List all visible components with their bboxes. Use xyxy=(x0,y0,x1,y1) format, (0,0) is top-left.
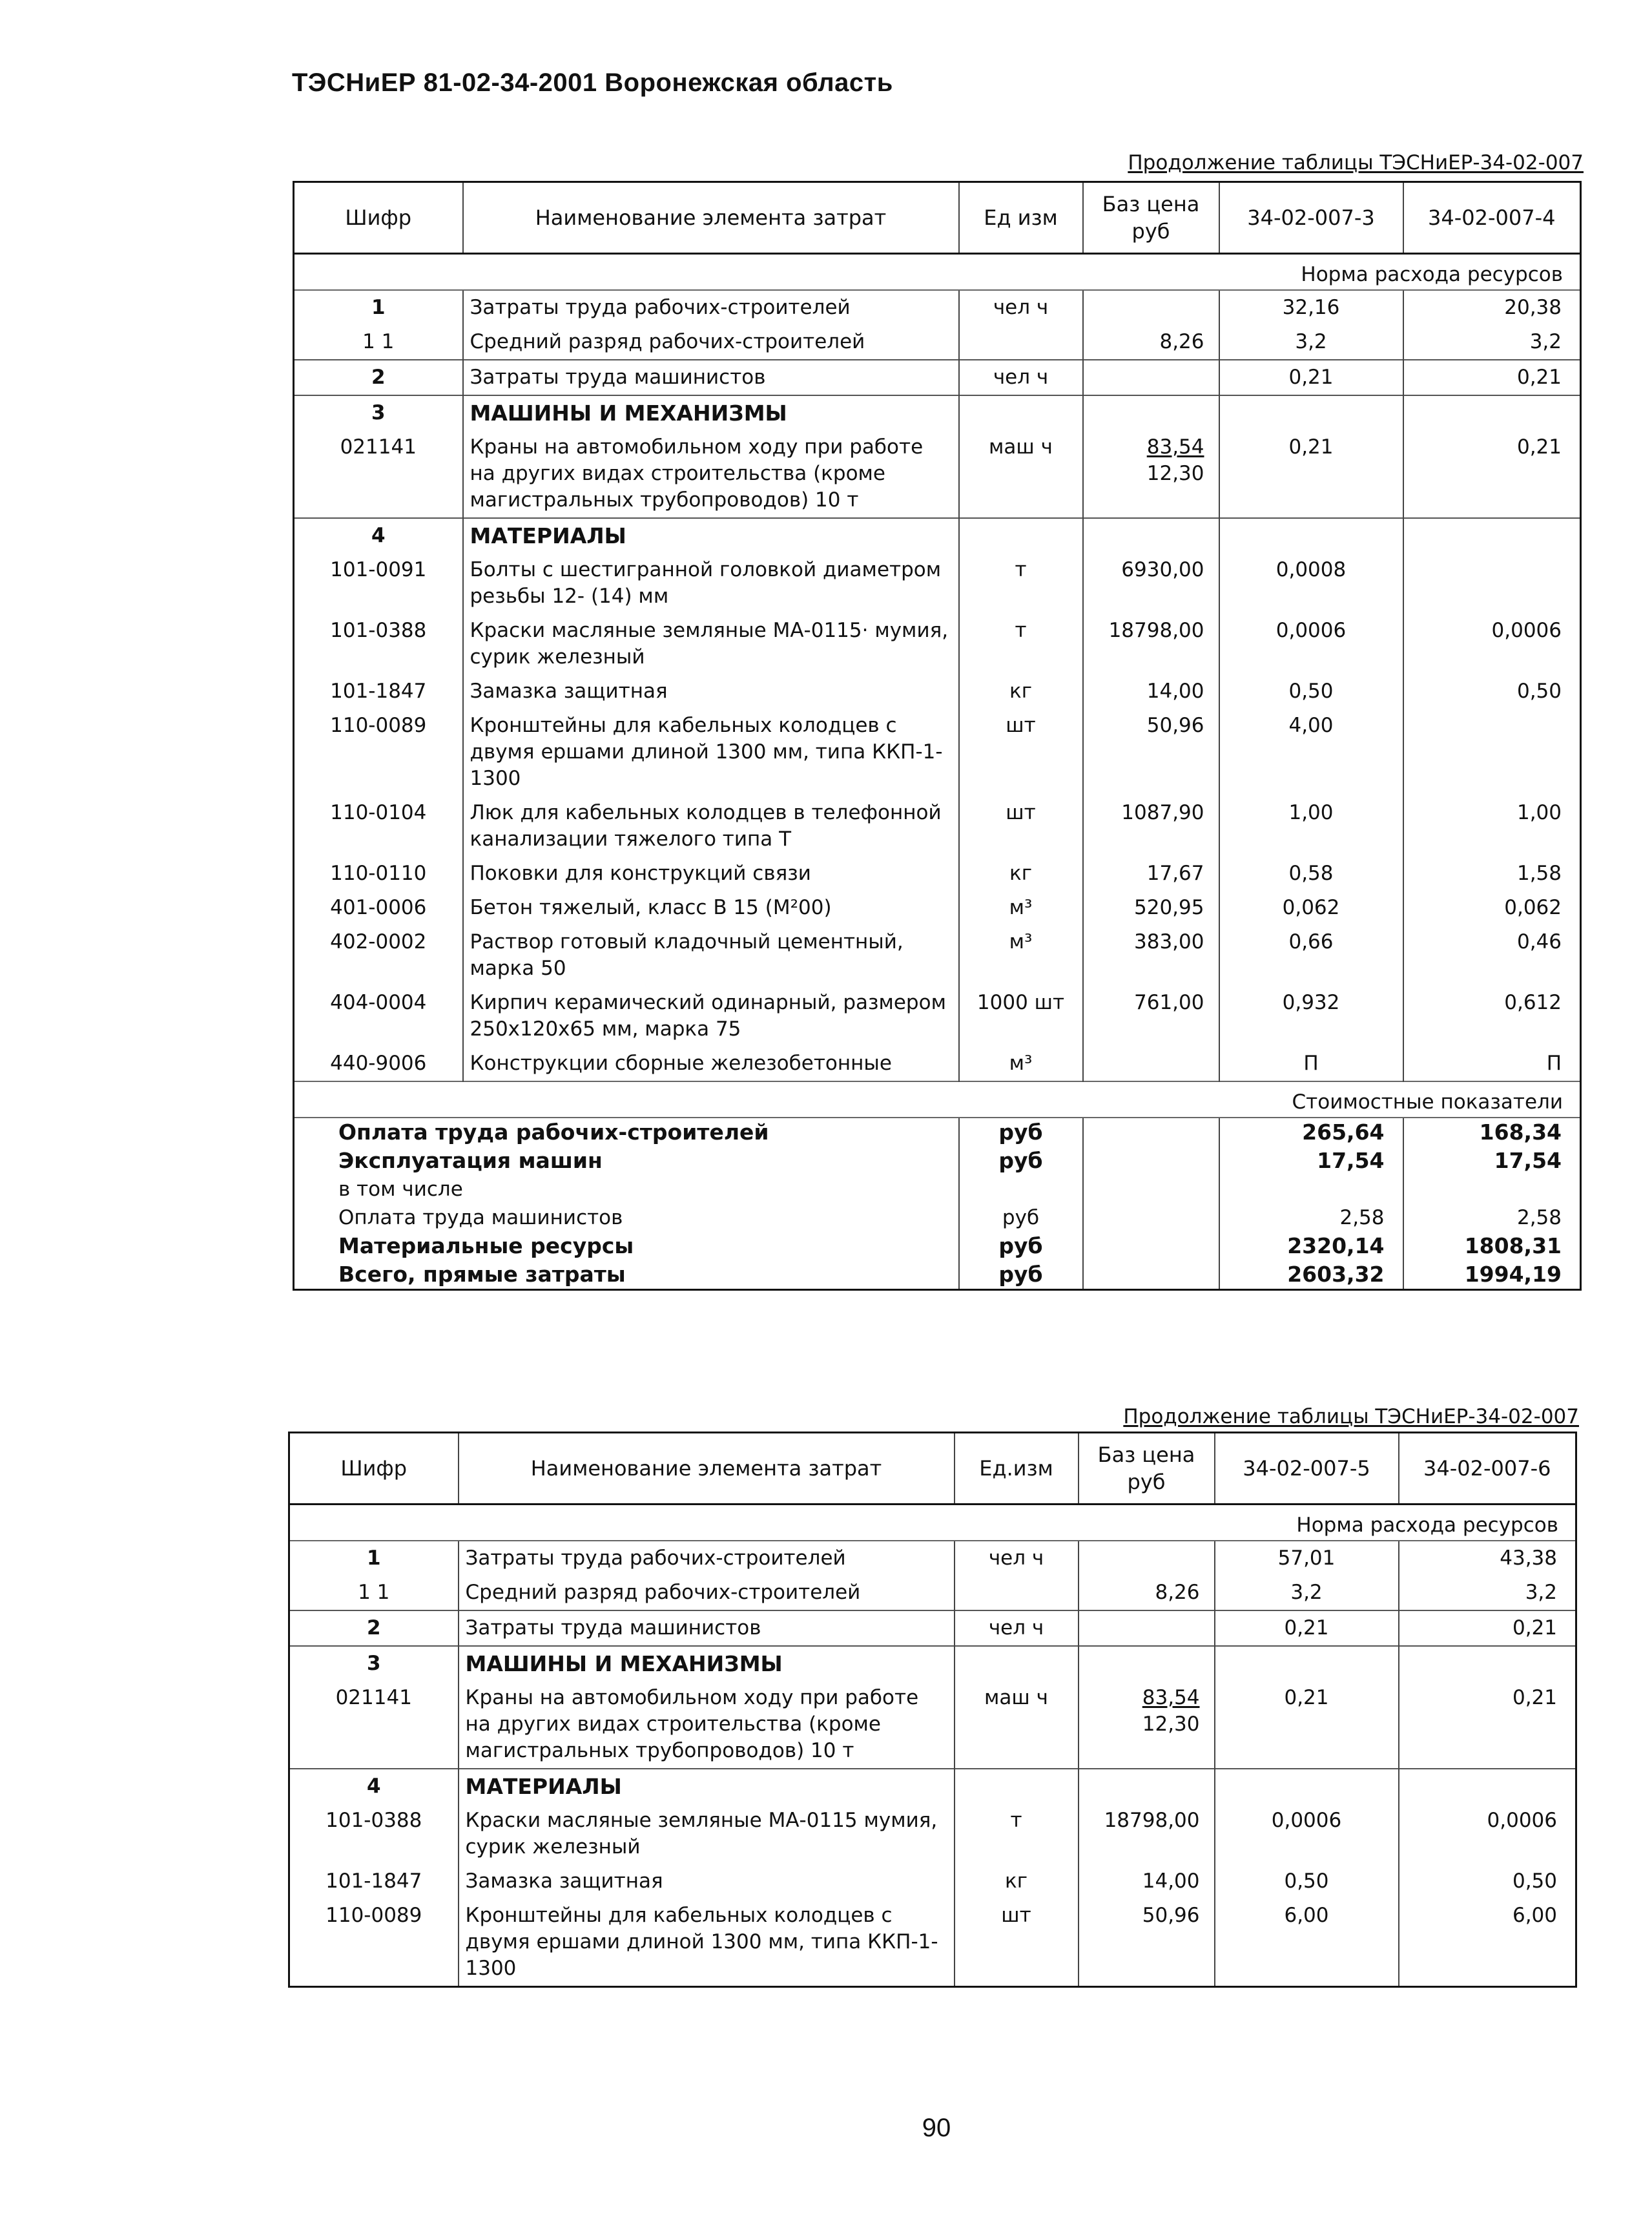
table-header-row xyxy=(294,182,1581,254)
row-norm-2: 0,0006 xyxy=(1403,614,1581,674)
row-unit: маш ч xyxy=(959,430,1083,518)
cost-label-row xyxy=(294,1081,1581,1118)
row-code: 1 xyxy=(294,290,463,325)
row-unit xyxy=(955,1769,1079,1804)
table-row xyxy=(294,925,1581,986)
cost-base-price xyxy=(1083,1147,1219,1175)
row-norm-2: 0,0006 xyxy=(1399,1804,1576,1864)
row-base-price xyxy=(1083,553,1219,614)
table-header-row xyxy=(289,1433,1576,1505)
row-code: 401-0006 xyxy=(330,896,427,919)
table-row xyxy=(294,986,1581,1047)
row-name: Кирпич керамический одинарный, размером 250х120х65 мм, марка 75 xyxy=(463,986,959,1047)
row-unit: шт xyxy=(959,709,1083,796)
cost-base-price xyxy=(1083,1232,1219,1260)
row-code: 101-0388 xyxy=(330,619,427,642)
cost-base-price xyxy=(1083,1175,1219,1203)
table-row xyxy=(294,796,1581,857)
row-norm-2 xyxy=(1403,395,1581,430)
table-row xyxy=(289,1804,1576,1864)
row-name: Бетон тяжелый, класс В 15 (М²00) xyxy=(463,891,959,925)
table2-body xyxy=(289,1505,1576,1987)
row-code: 101-0091 xyxy=(330,558,427,581)
cost-unit: руб xyxy=(959,1260,1083,1290)
table-row xyxy=(294,857,1581,891)
table-row xyxy=(294,518,1581,553)
row-norm-2: П xyxy=(1403,1047,1581,1081)
cost-name: Материальные ресурсы xyxy=(338,1233,634,1258)
row-base-price xyxy=(1079,1610,1215,1646)
cost-value-1: 2320,14 xyxy=(1219,1232,1403,1260)
header-code: Шифр xyxy=(289,1433,459,1505)
row-unit: м³ xyxy=(959,1047,1083,1081)
row-norm-2: 3,2 xyxy=(1403,325,1581,360)
table-row xyxy=(294,709,1581,796)
row-base-price xyxy=(1083,325,1219,360)
row-name: Средний разряд рабочих-строителей xyxy=(463,325,959,360)
row-base-price xyxy=(1083,891,1219,925)
row-base-price xyxy=(1083,430,1219,518)
cost-row xyxy=(294,1203,1581,1232)
cost-row xyxy=(294,1260,1581,1290)
cost-name: Оплата труда рабочих-строителей xyxy=(294,1118,959,1147)
row-base-price-value: 14,00 xyxy=(1146,680,1204,703)
row-base-price-value: 8,26 xyxy=(1155,1581,1200,1604)
row-unit: чел ч xyxy=(955,1541,1079,1576)
row-unit: шт xyxy=(959,796,1083,857)
row-norm-1: 0,0008 xyxy=(1219,553,1403,614)
cost-value-1: 2603,32 xyxy=(1219,1260,1403,1290)
cost-row xyxy=(294,1147,1581,1175)
row-base-price xyxy=(1083,796,1219,857)
row-base-price-value: 18798,00 xyxy=(1108,619,1204,642)
row-code: 101-1847 xyxy=(325,1869,422,1893)
row-code: 2 xyxy=(294,360,463,395)
row-unit: т xyxy=(959,614,1083,674)
cost-name: Эксплуатация машин xyxy=(338,1148,603,1173)
resource-table-2 xyxy=(288,1432,1577,1988)
row-base-price xyxy=(1083,986,1219,1047)
row-base-price-value: 6930,00 xyxy=(1121,558,1204,581)
row-norm-1: 0,21 xyxy=(1219,430,1403,518)
row-name: Краны на автомобильном ходу при работе на других видах строительства (кроме магистральных трубопроводов) 10 т xyxy=(463,430,959,518)
row-unit xyxy=(955,1576,1079,1610)
cost-unit xyxy=(959,1175,1083,1203)
row-base-price-value: 520,95 xyxy=(1134,896,1204,919)
header-norm-col2: 34-02-007-6 xyxy=(1399,1433,1576,1505)
row-code: 1 1 xyxy=(362,330,395,353)
row-base-price-value: 83,54 xyxy=(1146,435,1204,459)
header-base-price: Баз цена руб xyxy=(1083,182,1219,254)
row-norm-1 xyxy=(1215,1769,1399,1804)
table-row xyxy=(294,1047,1581,1081)
row-unit: кг xyxy=(959,857,1083,891)
row-code: 3 xyxy=(289,1646,459,1681)
cost-value-2: 1808,31 xyxy=(1403,1232,1581,1260)
row-norm-2: 0,21 xyxy=(1403,430,1581,518)
cost-value-2: 168,34 xyxy=(1403,1118,1581,1147)
row-code: 021141 xyxy=(340,435,417,459)
page-number: 90 xyxy=(922,2114,951,2142)
row-code: 101-0388 xyxy=(325,1809,422,1832)
cost-row xyxy=(294,1175,1581,1203)
row-name: Затраты труда рабочих-строителей xyxy=(459,1541,955,1576)
row-unit: м³ xyxy=(959,925,1083,986)
row-norm-2: 3,2 xyxy=(1399,1576,1576,1610)
header-name: Наименование элемента затрат xyxy=(463,182,959,254)
row-base-price-value: 383,00 xyxy=(1134,930,1204,953)
cost-label: Стоимостные показатели xyxy=(294,1081,1581,1118)
row-norm-1 xyxy=(1219,395,1403,430)
row-code: 1 xyxy=(289,1541,459,1576)
row-name: МАТЕРИАЛЫ xyxy=(459,1769,955,1804)
table-row xyxy=(289,1864,1576,1899)
row-norm-2: 0,50 xyxy=(1403,674,1581,709)
table-row xyxy=(289,1610,1576,1646)
header-name: Наименование элемента затрат xyxy=(459,1433,955,1505)
row-base-price xyxy=(1079,1769,1215,1804)
table2-caption: Продолжение таблицы ТЭСНиЕР-34-02-007 xyxy=(1123,1405,1579,1428)
table-row xyxy=(294,891,1581,925)
row-unit: шт xyxy=(955,1899,1079,1987)
row-norm-1: 4,00 xyxy=(1219,709,1403,796)
table-row xyxy=(294,430,1581,518)
row-code: 440-9006 xyxy=(330,1052,427,1075)
row-name: Затраты труда рабочих-строителей xyxy=(463,290,959,325)
row-base-price-value: 761,00 xyxy=(1134,991,1204,1014)
row-base-price xyxy=(1079,1864,1215,1899)
row-name: МАШИНЫ И МЕХАНИЗМЫ xyxy=(463,395,959,430)
row-unit xyxy=(959,325,1083,360)
header-base-price: Баз цена руб xyxy=(1079,1433,1215,1505)
table1-costs xyxy=(294,1081,1581,1290)
row-norm-2 xyxy=(1399,1646,1576,1681)
row-name: Замазка защитная xyxy=(463,674,959,709)
row-name: Краски масляные земляные МА-0115· мумия, сурик железный xyxy=(463,614,959,674)
cost-name: в том числе xyxy=(338,1178,463,1201)
row-unit: кг xyxy=(955,1864,1079,1899)
row-norm-2: 0,21 xyxy=(1399,1610,1576,1646)
row-norm-1 xyxy=(1215,1646,1399,1681)
row-unit xyxy=(959,395,1083,430)
row-code: 4 xyxy=(289,1769,459,1804)
row-norm-2 xyxy=(1403,518,1581,553)
header-norm-col2: 34-02-007-4 xyxy=(1403,182,1581,254)
table-row xyxy=(294,290,1581,325)
row-norm-1: 0,50 xyxy=(1219,674,1403,709)
row-norm-1: 0,21 xyxy=(1215,1681,1399,1769)
header-code: Шифр xyxy=(294,182,463,254)
row-name: Краски масляные земляные МА-0115 мумия, сурик железный xyxy=(459,1804,955,1864)
cost-value-1 xyxy=(1219,1175,1403,1203)
row-norm-2: 1,58 xyxy=(1403,857,1581,891)
table-row xyxy=(294,360,1581,395)
row-name: Затраты труда машинистов xyxy=(459,1610,955,1646)
row-name: Болты с шестигранной головкой диаметром резьбы 12- (14) мм xyxy=(463,553,959,614)
table-row xyxy=(294,674,1581,709)
row-norm-2: 20,38 xyxy=(1403,290,1581,325)
row-unit: т xyxy=(959,553,1083,614)
row-norm-1: 3,2 xyxy=(1219,325,1403,360)
norm-label-row xyxy=(294,254,1581,291)
row-unit: кг xyxy=(959,674,1083,709)
cost-name: Всего, прямые затраты xyxy=(338,1262,626,1287)
row-norm-2 xyxy=(1403,553,1581,614)
row-base-price-machinist: 12,30 xyxy=(1142,1713,1200,1736)
row-norm-1: 3,2 xyxy=(1215,1576,1399,1610)
row-norm-1: 32,16 xyxy=(1219,290,1403,325)
row-code: 110-0110 xyxy=(330,862,427,885)
row-base-price-value: 18798,00 xyxy=(1104,1809,1200,1832)
table-row xyxy=(294,395,1581,430)
table-row xyxy=(294,614,1581,674)
cost-row xyxy=(294,1232,1581,1260)
row-base-price xyxy=(1083,290,1219,325)
row-norm-2: 0,50 xyxy=(1399,1864,1576,1899)
norm-label-row xyxy=(289,1505,1576,1541)
row-base-price-value: 83,54 xyxy=(1142,1686,1200,1709)
row-base-price xyxy=(1079,1681,1215,1769)
row-name: Затраты труда машинистов xyxy=(463,360,959,395)
row-base-price-machinist: 12,30 xyxy=(1146,462,1204,485)
row-norm-2: 0,46 xyxy=(1403,925,1581,986)
row-name: МАТЕРИАЛЫ xyxy=(463,518,959,553)
row-base-price xyxy=(1083,925,1219,986)
row-unit: чел ч xyxy=(955,1610,1079,1646)
row-norm-2: 0,062 xyxy=(1403,891,1581,925)
header-norm-col1: 34-02-007-3 xyxy=(1219,182,1403,254)
table-row xyxy=(289,1681,1576,1769)
row-norm-2: 0,612 xyxy=(1403,986,1581,1047)
row-norm-1: П xyxy=(1219,1047,1403,1081)
cost-value-1: 265,64 xyxy=(1219,1118,1403,1147)
cost-value-2: 2,58 xyxy=(1403,1203,1581,1232)
row-unit xyxy=(959,518,1083,553)
row-base-price xyxy=(1083,857,1219,891)
row-base-price-value: 14,00 xyxy=(1142,1869,1200,1893)
norm-label: Норма расхода ресурсов xyxy=(294,254,1581,291)
row-norm-1: 0,66 xyxy=(1219,925,1403,986)
row-code: 110-0104 xyxy=(330,801,427,824)
row-norm-1: 0,21 xyxy=(1219,360,1403,395)
document-title: ТЭСНиЕР 81-02-34-2001 Воронежская область xyxy=(292,68,893,97)
row-name: МАШИНЫ И МЕХАНИЗМЫ xyxy=(459,1646,955,1681)
row-norm-1: 57,01 xyxy=(1215,1541,1399,1576)
header-unit: Ед изм xyxy=(959,182,1083,254)
row-name: Краны на автомобильном ходу при работе на других видах строительства (кроме магистральных трубопроводов) 10 т xyxy=(459,1681,955,1769)
row-base-price xyxy=(1079,1646,1215,1681)
row-norm-1 xyxy=(1219,518,1403,553)
row-base-price-value: 1087,90 xyxy=(1121,801,1204,824)
row-base-price xyxy=(1079,1899,1215,1987)
row-norm-1: 1,00 xyxy=(1219,796,1403,857)
row-base-price-value: 8,26 xyxy=(1159,330,1204,353)
table-row xyxy=(289,1899,1576,1987)
row-base-price-value: 17,67 xyxy=(1146,862,1204,885)
row-base-price xyxy=(1079,1804,1215,1864)
row-norm-1: 0,58 xyxy=(1219,857,1403,891)
row-base-price xyxy=(1079,1576,1215,1610)
row-name: Замазка защитная xyxy=(459,1864,955,1899)
row-base-price xyxy=(1083,674,1219,709)
row-norm-1: 0,932 xyxy=(1219,986,1403,1047)
cost-value-2: 17,54 xyxy=(1403,1147,1581,1175)
row-base-price xyxy=(1083,360,1219,395)
cost-unit: руб xyxy=(959,1232,1083,1260)
header-norm-col1: 34-02-007-5 xyxy=(1215,1433,1399,1505)
row-unit: маш ч xyxy=(955,1681,1079,1769)
row-norm-1: 6,00 xyxy=(1215,1899,1399,1987)
table-row xyxy=(289,1769,1576,1804)
row-unit: 1000 шт xyxy=(959,986,1083,1047)
cost-unit: руб xyxy=(959,1147,1083,1175)
row-norm-2: 1,00 xyxy=(1403,796,1581,857)
row-code: 3 xyxy=(294,395,463,430)
cost-unit: руб xyxy=(959,1203,1083,1232)
cost-value-1: 2,58 xyxy=(1219,1203,1403,1232)
cost-row xyxy=(294,1118,1581,1147)
row-unit: т xyxy=(955,1804,1079,1864)
row-norm-1: 0,0006 xyxy=(1219,614,1403,674)
row-unit: чел ч xyxy=(959,360,1083,395)
cost-base-price xyxy=(1083,1118,1219,1147)
row-base-price-value: 50,96 xyxy=(1142,1904,1200,1927)
table-row xyxy=(289,1646,1576,1681)
row-unit: чел ч xyxy=(959,290,1083,325)
row-norm-2: 43,38 xyxy=(1399,1541,1576,1576)
row-code: 402-0002 xyxy=(330,930,427,953)
row-base-price xyxy=(1083,518,1219,553)
cost-value-2: 1994,19 xyxy=(1403,1260,1581,1290)
row-name: Кронштейны для кабельных колодцев с двумя ершами длиной 1300 мм, типа ККП-1-1300 xyxy=(463,709,959,796)
row-norm-1: 0,21 xyxy=(1215,1610,1399,1646)
row-name: Конструкции сборные железобетонные xyxy=(463,1047,959,1081)
row-name: Люк для кабельных колодцев в телефонной канализации тяжелого типа Т xyxy=(463,796,959,857)
row-base-price xyxy=(1083,395,1219,430)
row-code: 110-0089 xyxy=(330,714,427,737)
row-base-price xyxy=(1083,614,1219,674)
row-norm-1: 0,062 xyxy=(1219,891,1403,925)
header-unit: Ед.изм xyxy=(955,1433,1079,1505)
table-row xyxy=(294,325,1581,360)
row-unit xyxy=(955,1646,1079,1681)
row-code: 110-0089 xyxy=(325,1904,422,1927)
cost-unit: руб xyxy=(959,1118,1083,1147)
row-code: 2 xyxy=(289,1610,459,1646)
row-norm-1: 0,50 xyxy=(1215,1864,1399,1899)
row-code: 1 1 xyxy=(358,1581,390,1604)
cost-name: Оплата труда машинистов xyxy=(338,1206,623,1229)
cost-base-price xyxy=(1083,1260,1219,1290)
row-norm-2 xyxy=(1399,1769,1576,1804)
row-code: 4 xyxy=(294,518,463,553)
resource-table-1 xyxy=(293,181,1582,1291)
row-norm-2 xyxy=(1403,709,1581,796)
row-base-price xyxy=(1079,1541,1215,1576)
norm-label: Норма расхода ресурсов xyxy=(289,1505,1576,1541)
row-code: 404-0004 xyxy=(330,991,427,1014)
table-row xyxy=(289,1541,1576,1576)
row-code: 021141 xyxy=(335,1686,412,1709)
row-base-price-value: 50,96 xyxy=(1146,714,1204,737)
row-norm-2: 0,21 xyxy=(1399,1681,1576,1769)
row-unit: м³ xyxy=(959,891,1083,925)
cost-value-1: 17,54 xyxy=(1219,1147,1403,1175)
row-norm-1: 0,0006 xyxy=(1215,1804,1399,1864)
cost-value-2 xyxy=(1403,1175,1581,1203)
table-row xyxy=(289,1576,1576,1610)
row-name: Поковки для конструкций связи xyxy=(463,857,959,891)
row-name: Кронштейны для кабельных колодцев с двумя ершами длиной 1300 мм, типа ККП-1-1300 xyxy=(459,1899,955,1987)
row-code: 101-1847 xyxy=(330,680,427,703)
row-norm-2: 6,00 xyxy=(1399,1899,1576,1987)
row-name: Средний разряд рабочих-строителей xyxy=(459,1576,955,1610)
cost-base-price xyxy=(1083,1203,1219,1232)
row-name: Раствор готовый кладочный цементный, марка 50 xyxy=(463,925,959,986)
table1-caption: Продолжение таблицы ТЭСНиЕР-34-02-007 xyxy=(1128,151,1584,174)
table-row xyxy=(294,553,1581,614)
row-norm-2: 0,21 xyxy=(1403,360,1581,395)
row-base-price xyxy=(1083,1047,1219,1081)
table1-body xyxy=(294,254,1581,1082)
row-base-price xyxy=(1083,709,1219,796)
